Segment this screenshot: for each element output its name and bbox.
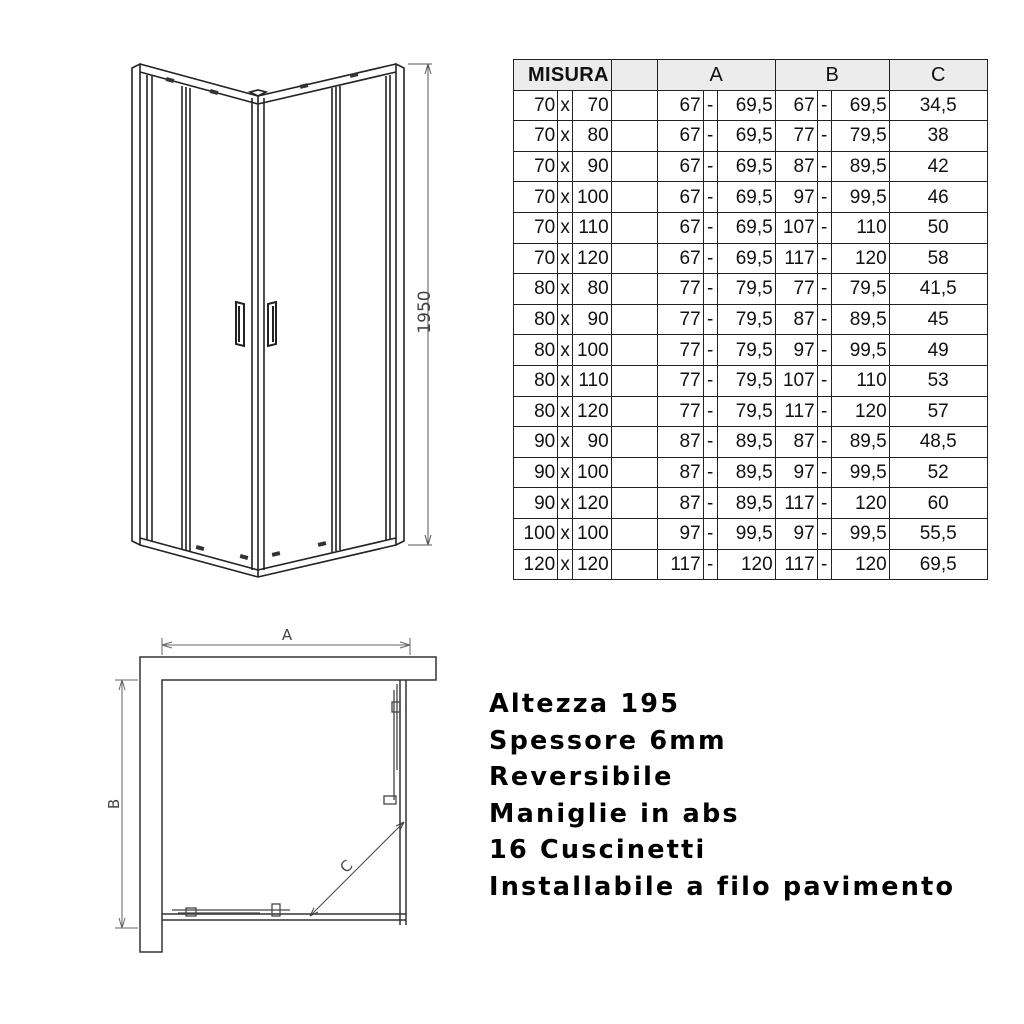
table-row: [514, 365, 988, 396]
cell-depth: 120: [573, 488, 612, 519]
cell-a-sep: -: [703, 182, 717, 213]
cell-b-min: 87: [775, 427, 817, 458]
cell-width: 70: [514, 182, 558, 213]
cell-c: 55,5: [889, 518, 987, 549]
table-row: [514, 549, 988, 580]
cell-a-max: 120: [717, 549, 775, 580]
table-row: [514, 335, 988, 366]
feature-thickness: Spessore 6mm: [489, 725, 727, 756]
cell-a-min: 67: [657, 121, 703, 152]
cell-c: 69,5: [889, 549, 987, 580]
cell-x: x: [558, 396, 573, 427]
header-c: C: [889, 60, 987, 91]
cell-c: 45: [889, 304, 987, 335]
cell-a-sep: -: [703, 274, 717, 305]
cell-a-max: 69,5: [717, 121, 775, 152]
header-misura: MISURA: [514, 60, 612, 91]
cell-b-sep: -: [817, 304, 831, 335]
cell-x: x: [558, 212, 573, 243]
cell-b-max: 89,5: [831, 427, 889, 458]
dimension-b-label: B: [105, 798, 123, 810]
cell-empty: [611, 365, 657, 396]
cell-a-max: 79,5: [717, 274, 775, 305]
cell-a-min: 97: [657, 518, 703, 549]
table-row: [514, 457, 988, 488]
cell-b-sep: -: [817, 488, 831, 519]
cell-c: 38: [889, 121, 987, 152]
cell-x: x: [558, 151, 573, 182]
cell-a-sep: -: [703, 121, 717, 152]
cell-empty: [611, 396, 657, 427]
cell-b-sep: -: [817, 427, 831, 458]
cell-b-sep: -: [817, 518, 831, 549]
cell-width: 70: [514, 151, 558, 182]
cell-width: 70: [514, 121, 558, 152]
cell-width: 90: [514, 488, 558, 519]
cell-c: 49: [889, 335, 987, 366]
cell-x: x: [558, 121, 573, 152]
cell-empty: [611, 488, 657, 519]
cell-b-sep: -: [817, 90, 831, 121]
cell-b-max: 120: [831, 488, 889, 519]
cell-b-min: 107: [775, 365, 817, 396]
cell-depth: 120: [573, 243, 612, 274]
cell-width: 70: [514, 212, 558, 243]
cell-empty: [611, 274, 657, 305]
table-row: [514, 243, 988, 274]
cell-depth: 100: [573, 457, 612, 488]
cell-c: 46: [889, 182, 987, 213]
cell-b-min: 117: [775, 243, 817, 274]
cell-a-max: 79,5: [717, 365, 775, 396]
cell-width: 80: [514, 396, 558, 427]
cell-b-max: 99,5: [831, 335, 889, 366]
cell-b-min: 117: [775, 396, 817, 427]
cell-depth: 100: [573, 518, 612, 549]
cell-b-sep: -: [817, 335, 831, 366]
feature-height: Altezza 195: [489, 689, 681, 719]
cell-a-min: 77: [657, 365, 703, 396]
cell-b-min: 97: [775, 335, 817, 366]
cell-depth: 110: [573, 212, 612, 243]
cell-b-max: 99,5: [831, 182, 889, 213]
cell-depth: 100: [573, 335, 612, 366]
cell-empty: [611, 151, 657, 182]
cell-a-min: 67: [657, 151, 703, 182]
cell-empty: [611, 427, 657, 458]
cell-x: x: [558, 427, 573, 458]
cell-b-min: 77: [775, 121, 817, 152]
cell-b-sep: -: [817, 396, 831, 427]
cell-a-sep: -: [703, 365, 717, 396]
cell-a-min: 77: [657, 304, 703, 335]
cell-width: 70: [514, 243, 558, 274]
cell-depth: 120: [573, 396, 612, 427]
cell-b-max: 99,5: [831, 457, 889, 488]
header-empty: [611, 60, 657, 91]
cell-x: x: [558, 335, 573, 366]
cell-c: 58: [889, 243, 987, 274]
cell-a-max: 79,5: [717, 304, 775, 335]
cell-a-min: 87: [657, 488, 703, 519]
cell-b-sep: -: [817, 243, 831, 274]
cell-b-min: 87: [775, 151, 817, 182]
cell-a-sep: -: [703, 212, 717, 243]
table-row: [514, 304, 988, 335]
cell-a-sep: -: [703, 335, 717, 366]
cell-a-max: 79,5: [717, 396, 775, 427]
cell-empty: [611, 182, 657, 213]
cell-a-max: 89,5: [717, 427, 775, 458]
cell-b-min: 97: [775, 457, 817, 488]
cell-width: 120: [514, 549, 558, 580]
cell-empty: [611, 304, 657, 335]
cell-a-sep: -: [703, 488, 717, 519]
cell-c: 60: [889, 488, 987, 519]
cell-x: x: [558, 274, 573, 305]
cell-width: 80: [514, 365, 558, 396]
cell-a-sep: -: [703, 549, 717, 580]
cell-b-max: 120: [831, 549, 889, 580]
cell-depth: 100: [573, 182, 612, 213]
cell-c: 48,5: [889, 427, 987, 458]
dimension-c-label: C: [336, 856, 357, 877]
cell-b-max: 89,5: [831, 304, 889, 335]
cell-x: x: [558, 488, 573, 519]
cell-a-max: 99,5: [717, 518, 775, 549]
cell-empty: [611, 335, 657, 366]
cell-width: 80: [514, 335, 558, 366]
cell-width: 90: [514, 427, 558, 458]
features-list: [489, 686, 955, 906]
cell-a-max: 69,5: [717, 212, 775, 243]
cell-depth: 90: [573, 151, 612, 182]
cell-empty: [611, 457, 657, 488]
table-header-row: [514, 60, 988, 91]
table-row: [514, 518, 988, 549]
cell-b-min: 67: [775, 90, 817, 121]
cell-empty: [611, 212, 657, 243]
table-row: [514, 182, 988, 213]
cell-b-min: 117: [775, 549, 817, 580]
cell-c: 52: [889, 457, 987, 488]
cell-a-min: 67: [657, 212, 703, 243]
shower-front-view-drawing: [120, 55, 450, 585]
cell-a-min: 67: [657, 182, 703, 213]
cell-width: 80: [514, 304, 558, 335]
table-row: [514, 427, 988, 458]
table-row: [514, 121, 988, 152]
feature-handles: Maniglie in abs: [489, 798, 740, 829]
cell-x: x: [558, 365, 573, 396]
table-row: [514, 90, 988, 121]
cell-b-max: 110: [831, 212, 889, 243]
cell-b-sep: -: [817, 457, 831, 488]
cell-b-sep: -: [817, 212, 831, 243]
cell-a-sep: -: [703, 457, 717, 488]
cell-depth: 90: [573, 304, 612, 335]
cell-c: 42: [889, 151, 987, 182]
cell-a-sep: -: [703, 518, 717, 549]
cell-depth: 70: [573, 90, 612, 121]
cell-depth: 80: [573, 121, 612, 152]
table-row: [514, 212, 988, 243]
cell-a-min: 87: [657, 427, 703, 458]
cell-a-min: 67: [657, 243, 703, 274]
cell-a-max: 79,5: [717, 335, 775, 366]
cell-b-min: 97: [775, 182, 817, 213]
cell-a-max: 69,5: [717, 182, 775, 213]
cell-a-min: 117: [657, 549, 703, 580]
cell-depth: 110: [573, 365, 612, 396]
cell-a-min: 67: [657, 90, 703, 121]
cell-a-sep: -: [703, 304, 717, 335]
shower-plan-view-drawing: [100, 620, 450, 970]
cell-a-sep: -: [703, 151, 717, 182]
cell-b-max: 89,5: [831, 151, 889, 182]
cell-a-min: 77: [657, 396, 703, 427]
cell-a-max: 89,5: [717, 457, 775, 488]
cell-c: 34,5: [889, 90, 987, 121]
height-dimension-label: 1950: [415, 290, 435, 334]
cell-empty: [611, 90, 657, 121]
header-b: B: [775, 60, 889, 91]
cell-depth: 80: [573, 274, 612, 305]
cell-b-max: 79,5: [831, 274, 889, 305]
cell-empty: [611, 549, 657, 580]
cell-x: x: [558, 243, 573, 274]
cell-c: 57: [889, 396, 987, 427]
cell-a-max: 69,5: [717, 90, 775, 121]
cell-a-sep: -: [703, 243, 717, 274]
cell-a-max: 69,5: [717, 151, 775, 182]
cell-empty: [611, 518, 657, 549]
cell-b-max: 79,5: [831, 121, 889, 152]
cell-b-max: 99,5: [831, 518, 889, 549]
size-table: [513, 59, 988, 580]
cell-empty: [611, 243, 657, 274]
cell-a-sep: -: [703, 90, 717, 121]
cell-b-min: 97: [775, 518, 817, 549]
cell-x: x: [558, 304, 573, 335]
cell-b-max: 69,5: [831, 90, 889, 121]
cell-b-sep: -: [817, 121, 831, 152]
cell-x: x: [558, 549, 573, 580]
table-row: [514, 274, 988, 305]
cell-x: x: [558, 182, 573, 213]
feature-reversible: Reversibile: [489, 762, 674, 793]
cell-b-min: 77: [775, 274, 817, 305]
cell-b-max: 120: [831, 243, 889, 274]
cell-width: 100: [514, 518, 558, 549]
cell-b-sep: -: [817, 151, 831, 182]
cell-a-min: 77: [657, 274, 703, 305]
cell-width: 70: [514, 90, 558, 121]
cell-b-sep: -: [817, 549, 831, 580]
cell-depth: 90: [573, 427, 612, 458]
table-body: [514, 90, 988, 580]
cell-a-max: 89,5: [717, 488, 775, 519]
feature-bearings: 16 Cuscinetti: [489, 835, 707, 866]
cell-b-max: 120: [831, 396, 889, 427]
cell-b-min: 87: [775, 304, 817, 335]
cell-empty: [611, 121, 657, 152]
cell-c: 53: [889, 365, 987, 396]
cell-b-min: 117: [775, 488, 817, 519]
cell-b-sep: -: [817, 365, 831, 396]
cell-x: x: [558, 518, 573, 549]
cell-a-sep: -: [703, 396, 717, 427]
cell-a-min: 77: [657, 335, 703, 366]
cell-a-min: 87: [657, 457, 703, 488]
cell-a-max: 69,5: [717, 243, 775, 274]
cell-width: 90: [514, 457, 558, 488]
cell-depth: 120: [573, 549, 612, 580]
cell-x: x: [558, 457, 573, 488]
table-row: [514, 396, 988, 427]
cell-b-sep: -: [817, 274, 831, 305]
feature-floor-install: Installabile a filo pavimento: [489, 871, 956, 902]
cell-a-sep: -: [703, 427, 717, 458]
cell-b-sep: -: [817, 182, 831, 213]
table-row: [514, 151, 988, 182]
cell-b-min: 107: [775, 212, 817, 243]
dimension-a-label: A: [281, 626, 293, 644]
cell-b-max: 110: [831, 365, 889, 396]
cell-x: x: [558, 90, 573, 121]
cell-width: 80: [514, 274, 558, 305]
cell-c: 41,5: [889, 274, 987, 305]
header-a: A: [657, 60, 775, 91]
table-row: [514, 488, 988, 519]
cell-c: 50: [889, 212, 987, 243]
